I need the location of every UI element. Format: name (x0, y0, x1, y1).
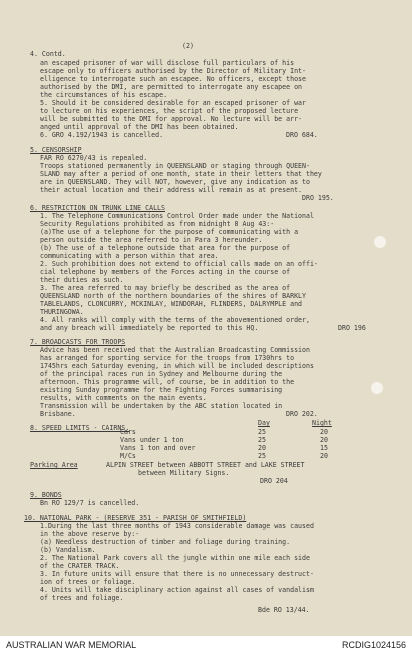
night-limit: 20 (320, 428, 328, 436)
section-heading: 4. Contd. (30, 50, 66, 58)
body-line: communicating with a person within that area. (40, 252, 219, 260)
body-line: QUEENSLAND north of the northern boundaries of the shires of BARKLY (40, 292, 306, 300)
body-line: person outside the area referred to in Para 3 hereunder. (40, 236, 263, 244)
row-label: Vans 1 ton and over (120, 444, 196, 452)
body-line: of the CRATER TRACK. (40, 562, 120, 570)
page-number: (2) (182, 42, 194, 50)
body-line: their actual location and their address will remain as at present. (40, 186, 303, 194)
body-line: of trees and foliage. (40, 594, 124, 602)
body-line: 2. The National Park covers all the jungle within one mile each side (40, 554, 310, 562)
night-limit: 20 (320, 452, 328, 460)
column-header-night: Night (312, 419, 332, 427)
order-reference: DRO 202. (286, 410, 318, 418)
archive-name: AUSTRALIAN WAR MEMORIAL (6, 640, 137, 650)
parking-area-label: Parking Area (30, 461, 78, 469)
row-label: Vans under 1 ton (120, 436, 184, 444)
body-line: 4. All ranks will comply with the terms of the abovementioned order, (40, 316, 310, 324)
section-heading: 9. BONDS (30, 491, 62, 499)
punch-hole (374, 236, 386, 248)
section-heading: 10. NATIONAL PARK - (RESERVE 351 - PARISH OF SMITHFIELD) (24, 514, 247, 522)
body-line: and any breach will immediately be reported to this HQ. (40, 324, 259, 332)
body-line: cial telephone by members of the Forces acting in the course of (40, 268, 291, 276)
body-line: Security Regulations prohibited as from midnight 8 Aug 43:- (40, 220, 275, 228)
row-label: Cars (120, 428, 136, 436)
body-line: are in QUEENSLAND. They will NOT, however, give any indication as to (40, 178, 310, 186)
order-reference: DRO 204 (260, 477, 288, 485)
body-line: (b) The use of a telephone outside that area for the purpose of (40, 244, 291, 252)
order-reference: DRO 195. (302, 194, 334, 202)
day-limit: 25 (258, 452, 266, 460)
body-line: escape only to officers authorised by the Director of Military Int- (40, 67, 306, 75)
body-line: has arranged for sporting service for the troops from 1730hrs to (40, 354, 295, 362)
day-limit: 25 (258, 428, 266, 436)
body-line: 3. The area referred to may briefly be described as the area of (40, 284, 291, 292)
body-line: ion of trees or foliage. (40, 578, 136, 586)
body-line: anged until approval of the DMI has been obtained. (40, 123, 239, 131)
body-line: elligence to interrogate such an escapee. No officers, except those (40, 75, 306, 83)
body-line: 3. In future units will ensure that there is no unnecessary destruct- (40, 570, 314, 578)
order-reference: DRO 684. (286, 131, 318, 139)
body-line: in the above reserve by:- (40, 530, 140, 538)
body-line: the circumstances of his escape. (40, 91, 168, 99)
section-heading: 6. RESTRICTION ON TRUNK LINE CALLS (30, 204, 165, 212)
body-line: results, with comments on the main events. (40, 394, 207, 402)
body-line: 6. GRO 4.192/1943 is cancelled. (40, 131, 164, 139)
body-line: between Military Signs. (138, 469, 230, 477)
body-line: 1745hrs each Saturday evening, in which will be included descriptions (40, 362, 314, 370)
body-line: 4. Units will take disciplinary action against all cases of vandalism (40, 586, 314, 594)
body-line: Transmission will be undertaken by the ABC station located in (40, 402, 283, 410)
day-limit: 20 (258, 444, 266, 452)
body-line: afternoon. This programme will, of course, be in addition to the (40, 378, 295, 386)
body-line: Advice has been received that the Australian Broadcasting Commission (40, 346, 310, 354)
body-line: Brisbane. (40, 410, 76, 418)
body-line: will be submitted to the DMI for approval. No lecture will be arr- (40, 115, 303, 123)
night-limit: 15 (320, 444, 328, 452)
body-line: 5. Should it be considered desirable for an escaped prisoner of war (40, 99, 306, 107)
body-line: ALPIN STREET between ABBOTT STREET and LAKE STREET (106, 461, 305, 469)
body-line: to lecture on his experiences, the script of the proposed lecture (40, 107, 299, 115)
section-heading: 8. SPEED LIMITS - CAIRNS. (30, 424, 130, 432)
archive-footer (0, 636, 412, 654)
section-heading: 5. CENSORSHIP (30, 146, 82, 154)
row-label: M/Cs (120, 452, 136, 460)
body-line: existing Sunday programme for the Fighting Forces summarising (40, 386, 283, 394)
punch-hole (371, 382, 383, 394)
body-line: 2. Such prohibition does not extend to official calls made on an offi- (40, 260, 318, 268)
section-heading: 7. BROADCASTS FOR TROOPS (30, 338, 126, 346)
body-line: Troops stationed permanently in QUEENSLAND or staging through QUEEN- (40, 162, 310, 170)
body-line: (a)The use of a telephone for the purpose of communicating with a (40, 228, 299, 236)
body-line: FAR RO 6270/43 is repealed. (40, 154, 148, 162)
night-limit: 20 (320, 436, 328, 444)
body-line: THURINGOWA. (40, 308, 84, 316)
day-limit: 25 (258, 436, 266, 444)
body-line: their duties as such. (40, 276, 124, 284)
order-reference: Bde RO 13/44. (258, 606, 310, 614)
body-line: 1. The Telephone Communications Control Order made under the National (40, 212, 314, 220)
body-line: an escaped prisoner of war will disclose full particulars of his (40, 59, 295, 67)
body-line: (a) Needless destruction of timber and foliage during training. (40, 538, 291, 546)
body-line: of the principal races run in Sydney and Melbourne during the (40, 370, 283, 378)
body-line: SLAND may after a period of one month, state in their letters that they (40, 170, 322, 178)
archive-id: RCDIG1024156 (341, 640, 406, 650)
column-header-day: Day (258, 419, 270, 427)
body-line: TABLELANDS, CLONCURRY, MCKINLAY, WINDORAH, FLINDERS, DALRYMPLE and (40, 300, 303, 308)
body-line: 1.During the last three months of 1943 considerable damage was caused (40, 522, 314, 530)
order-reference: DRO 196 (338, 324, 366, 332)
body-line: Bn RO 129/7 is cancelled. (40, 499, 140, 507)
body-line: (b) Vandalism. (40, 546, 96, 554)
body-line: authorised by the DMI, are permitted to interrogate any escapee on (40, 83, 303, 91)
